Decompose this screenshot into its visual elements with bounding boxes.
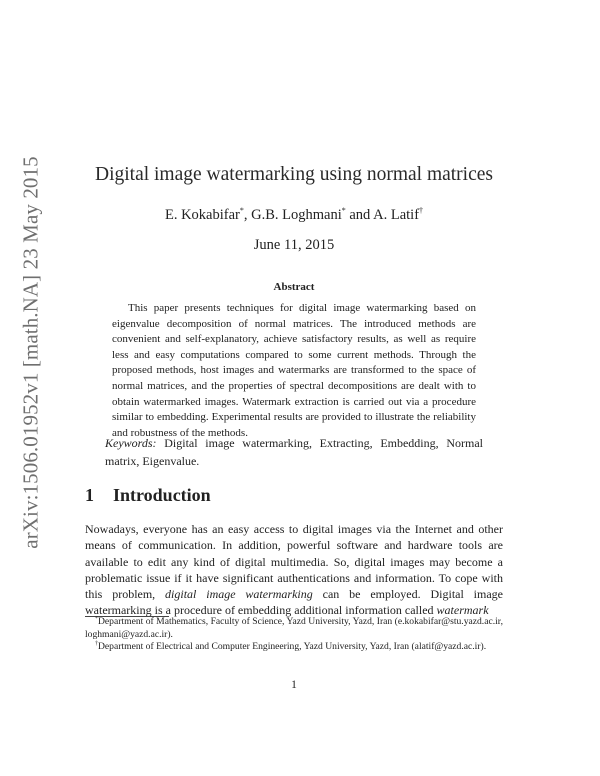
- footnote-text: Department of Mathematics, Faculty of Science, Yazd University, Yazd, Iran (e.kokabifar@stu.yazd.ac.ir, loghmani@yazd.ac.ir).: [85, 616, 503, 640]
- author-name: E. Kokabifar: [164, 207, 240, 223]
- intro-text: Nowadays, everyone has an easy access to digital images via the Internet and other means of communication. In addition, powerful software and hardware tools are available to edit any kind of digital multimedia. So, digital images may become a problematic issue if it have significant authentications and information. To cope with this problem,: [85, 522, 503, 602]
- keywords-paragraph: [105, 434, 483, 470]
- author-affiliation-mark: †: [419, 206, 424, 216]
- author-separator: ,: [243, 207, 252, 223]
- footnote-mark: *: [95, 615, 98, 622]
- author-name: G.B. Loghmani: [251, 207, 342, 223]
- paper-title: Digital image watermarking using normal matrices: [94, 164, 493, 185]
- intro-emphasis: watermark: [436, 603, 489, 618]
- section-number: 1: [85, 485, 94, 505]
- intro-text: can be employed. Digital image watermarking is a procedure of embedding additional information called: [85, 587, 504, 618]
- footnote-text: Department of Electrical and Computer Engineering, Yazd University, Yazd, Iran (alatif@yazd.ac.ir).: [98, 641, 487, 653]
- author-separator: and: [345, 207, 374, 223]
- author-name: A. Latif: [373, 207, 420, 223]
- footnote: [85, 641, 503, 654]
- author-affiliation-mark: *: [239, 206, 244, 216]
- abstract-text: This paper presents techniques for digital image watermarking based on eigenvalue decomposition of normal matrices. The introduced methods are convenient and self-explanatory, achieve satisfactory results, as well as require less and easy computations compared to some current methods. Through the proposed methods, host images and watermarks are transformed to the space of normal matrices, and the properties of spectral decompositions are dealt with to obtain watermarked images. Watermark extraction is carried out via a procedure similar to embedding. Experimental results are provided to illustrate the reliability and robustness of the methods.: [112, 302, 476, 439]
- abstract-heading: Abstract: [273, 281, 315, 293]
- footnote: [85, 616, 503, 641]
- section-title: Introduction: [113, 485, 211, 505]
- page-number: 1: [291, 679, 297, 691]
- author-affiliation-mark: *: [341, 206, 346, 216]
- introduction-paragraph: [85, 521, 503, 619]
- footnote-mark: †: [95, 641, 98, 647]
- keywords-label: Keywords:: [105, 436, 157, 450]
- paper-date: June 11, 2015: [253, 237, 335, 253]
- footnotes: [85, 616, 503, 654]
- keywords-text: Digital image watermarking, Extracting, Embedding, Normal matrix, Eigenvalue.: [105, 436, 483, 468]
- arxiv-identifier-text: arXiv:1506.01952v1 [math.NA] 23 May 2015: [18, 155, 43, 549]
- intro-emphasis: digital image watermarking: [165, 587, 313, 602]
- arxiv-identifier-stamp: [10, 155, 52, 549]
- author-list: [85, 207, 503, 224]
- section-heading: [85, 485, 503, 506]
